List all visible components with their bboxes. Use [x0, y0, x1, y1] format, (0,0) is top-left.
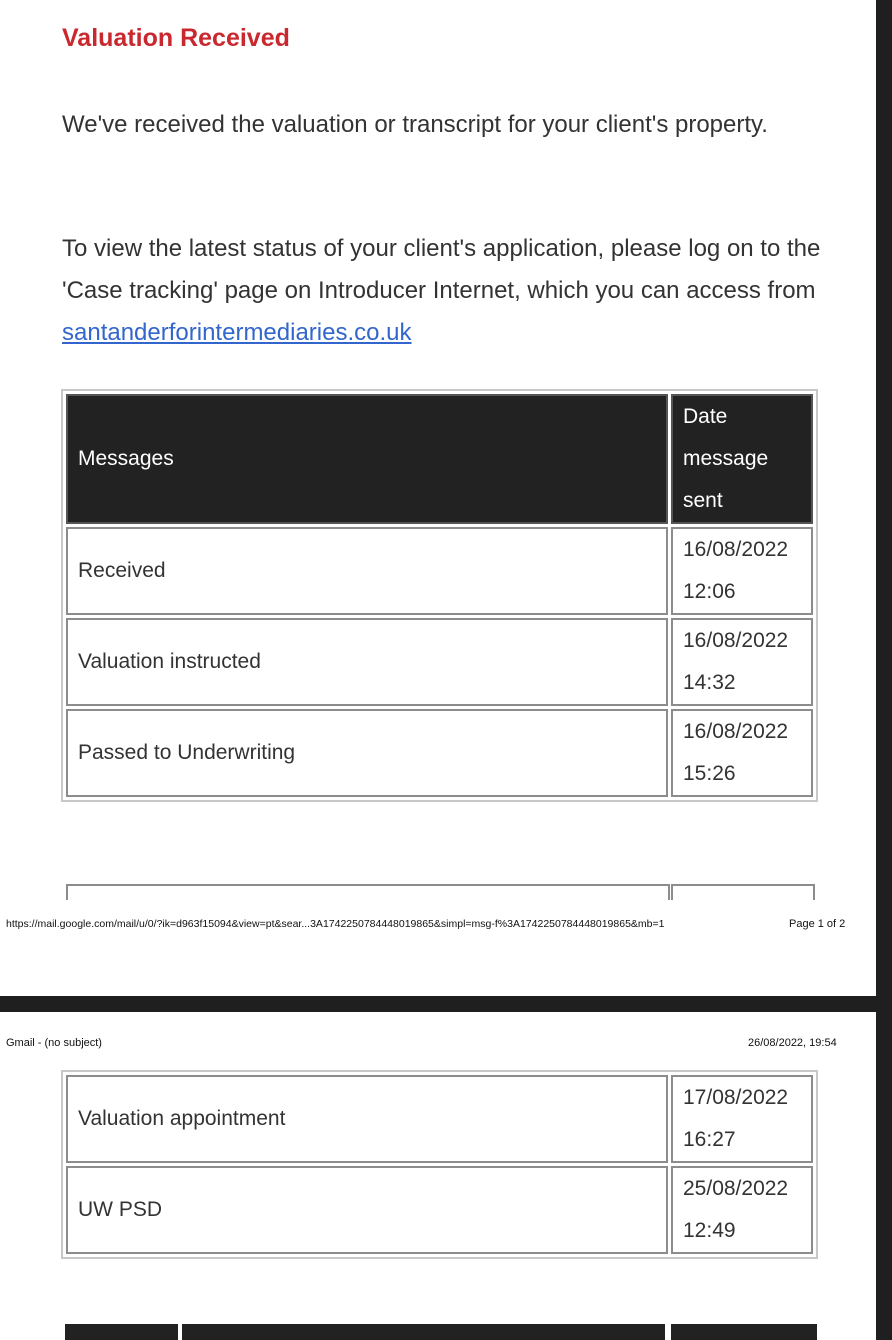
cut-cell [671, 884, 815, 900]
email-heading: Valuation Received [62, 24, 290, 52]
table-row [66, 527, 813, 615]
header-date-sent: Date message sent [671, 394, 813, 524]
table-row [66, 709, 813, 797]
print-header-datetime: 26/08/2022, 19:54 [748, 1037, 837, 1049]
date-cell [671, 1166, 813, 1254]
messages-table [61, 389, 818, 802]
table-row [66, 1166, 813, 1254]
table-header-row [66, 394, 813, 524]
date-cell [671, 618, 813, 706]
cut-cell [66, 884, 670, 900]
cut-header-cell [671, 1324, 817, 1340]
table-row-cut-off [61, 880, 818, 900]
table-row [66, 1075, 813, 1163]
instructions-paragraph [62, 228, 822, 354]
print-header-title: Gmail - (no subject) [6, 1037, 102, 1049]
intro-paragraph: We've received the valuation or transcript for your client's property. [62, 111, 768, 138]
date-value: 16/08/2022 [683, 538, 789, 561]
santander-link[interactable]: santanderforintermediaries.co.uk [62, 319, 412, 346]
print-footer-url: https://mail.google.com/mail/u/0/?ik=d963f15094&view=pt&sear...3A1742250784448019865&simpl=msg-f%3A1742250784448019865&mb=1 [6, 918, 665, 930]
table-row [66, 618, 813, 706]
print-footer-page: Page 1 of 2 [789, 918, 846, 930]
cut-header-cell [65, 1324, 178, 1340]
message-cell: Valuation appointment [66, 1075, 668, 1163]
cut-header-cell [182, 1324, 665, 1340]
time-value: 12:49 [683, 1219, 736, 1242]
date-cell [671, 527, 813, 615]
date-value: 16/08/2022 [683, 720, 789, 743]
page-edge-shadow [876, 0, 892, 1340]
time-value: 12:06 [683, 580, 736, 603]
date-cell [671, 709, 813, 797]
message-cell: Received [66, 527, 668, 615]
time-value: 14:32 [683, 671, 736, 694]
message-cell: UW PSD [66, 1166, 668, 1254]
messages-table-continued [61, 1070, 818, 1259]
date-value: 16/08/2022 [683, 629, 789, 652]
header-messages: Messages [66, 394, 668, 524]
page-break [0, 996, 876, 1012]
date-cell [671, 1075, 813, 1163]
date-value: 17/08/2022 [683, 1086, 789, 1109]
message-cell: Valuation instructed [66, 618, 668, 706]
time-value: 15:26 [683, 762, 736, 785]
time-value: 16:27 [683, 1128, 736, 1151]
date-value: 25/08/2022 [683, 1177, 789, 1200]
next-table-cut-off [61, 1320, 821, 1340]
message-cell: Passed to Underwriting [66, 709, 668, 797]
instructions-text: To view the latest status of your client's application, please log on to the 'Case tracking' page on Introducer Internet, which you can access from [62, 235, 821, 304]
